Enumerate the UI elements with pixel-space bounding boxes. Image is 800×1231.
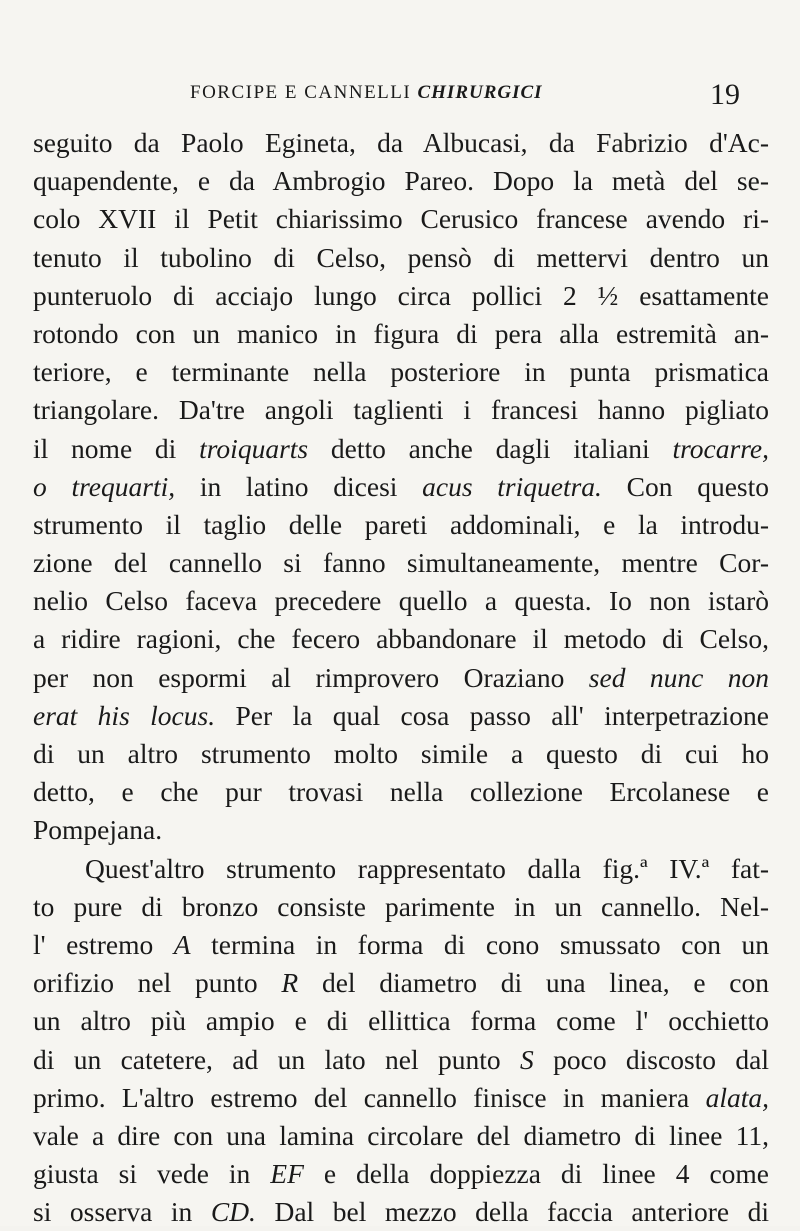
text-line: il nome di troiquarts detto anche dagli italiani trocarre, <box>33 432 769 464</box>
text-line: vale a dire con una lamina circolare del diametro di linee 11, <box>33 1119 769 1151</box>
text-line: a ridire ragioni, che fecero abbandonare il metodo di Celso, <box>33 623 769 655</box>
text-line: colo XVII il Petit chiarissimo Cerusico francese avendo ri- <box>33 203 769 235</box>
text-line: seguito da Paolo Egineta, da Albucasi, da Fabrizio d'Ac- <box>33 127 769 158</box>
text-line: teriore, e terminante nella posteriore in punta prismatica <box>33 356 769 388</box>
running-header <box>190 78 740 118</box>
running-title-italic: CHIRURGICI <box>417 82 543 103</box>
text-line: un altro più ampio e di ellittica forma come l' occhietto <box>33 1005 769 1037</box>
text-line: o trequarti, in latino dicesi acus triquetra. Con questo <box>33 470 769 502</box>
text-line: rotondo con un manico in figura di pera alla estremità an- <box>33 317 769 349</box>
text-line: si osserva in CD. Dal bel mezzo della faccia anteriore di <box>33 1196 769 1228</box>
text-line: zione del cannello si fanno simultaneamente, mentre Cor- <box>33 547 769 579</box>
text-line: giusta si vede in EF e della doppiezza di linee 4 come <box>33 1158 769 1190</box>
text-line: Quest'altro strumento rappresentato dalla fig.ª IV.ª fat- <box>85 852 769 884</box>
text-line: primo. L'altro estremo del cannello finisce in maniera alata, <box>33 1081 769 1113</box>
text-line: orifizio nel punto R del diametro di una linea, e con <box>33 967 769 999</box>
running-title-main: FORCIPE E CANNELLI <box>190 82 412 103</box>
text-line: to pure di bronzo consiste parimente in un cannello. Nel- <box>33 890 769 922</box>
running-title <box>190 82 543 104</box>
paragraph-2 <box>33 850 769 1231</box>
text-line: detto, e che pur trovasi nella collezione Ercolanese e <box>33 776 769 808</box>
text-line: erat his locus. Per la qual cosa passo all' interpetrazione <box>33 699 769 731</box>
text-line: di un altro strumento molto simile a questo di cui ho <box>33 738 769 769</box>
body-text <box>33 124 769 1231</box>
text-line: strumento il taglio delle pareti addominali, e la introdu- <box>33 508 769 540</box>
text-line: punteruolo di acciajo lungo circa pollici 2 ½ esattamente <box>33 279 769 311</box>
text-line: tenuto il tubolino di Celso, pensò di mettervi dentro un <box>33 241 769 273</box>
text-line: triangolare. Da'tre angoli taglienti i francesi hanno pigliato <box>33 394 769 426</box>
text-line: nelio Celso faceva precedere quello a questa. Io non istarò <box>33 585 769 617</box>
paragraph-1 <box>33 124 769 850</box>
text-line: Pompejana. <box>33 814 163 846</box>
text-line: di un catetere, ad un lato nel punto S poco discosto dal <box>33 1043 770 1075</box>
text-line: quapendente, e da Ambrogio Pareo. Dopo la metà del se- <box>33 165 769 197</box>
text-line: per non espormi al rimprovero Oraziano sed nunc non <box>33 661 769 693</box>
text-line: l' estremo A termina in forma di cono smussato con un <box>33 928 770 960</box>
page-number: 19 <box>710 78 740 111</box>
